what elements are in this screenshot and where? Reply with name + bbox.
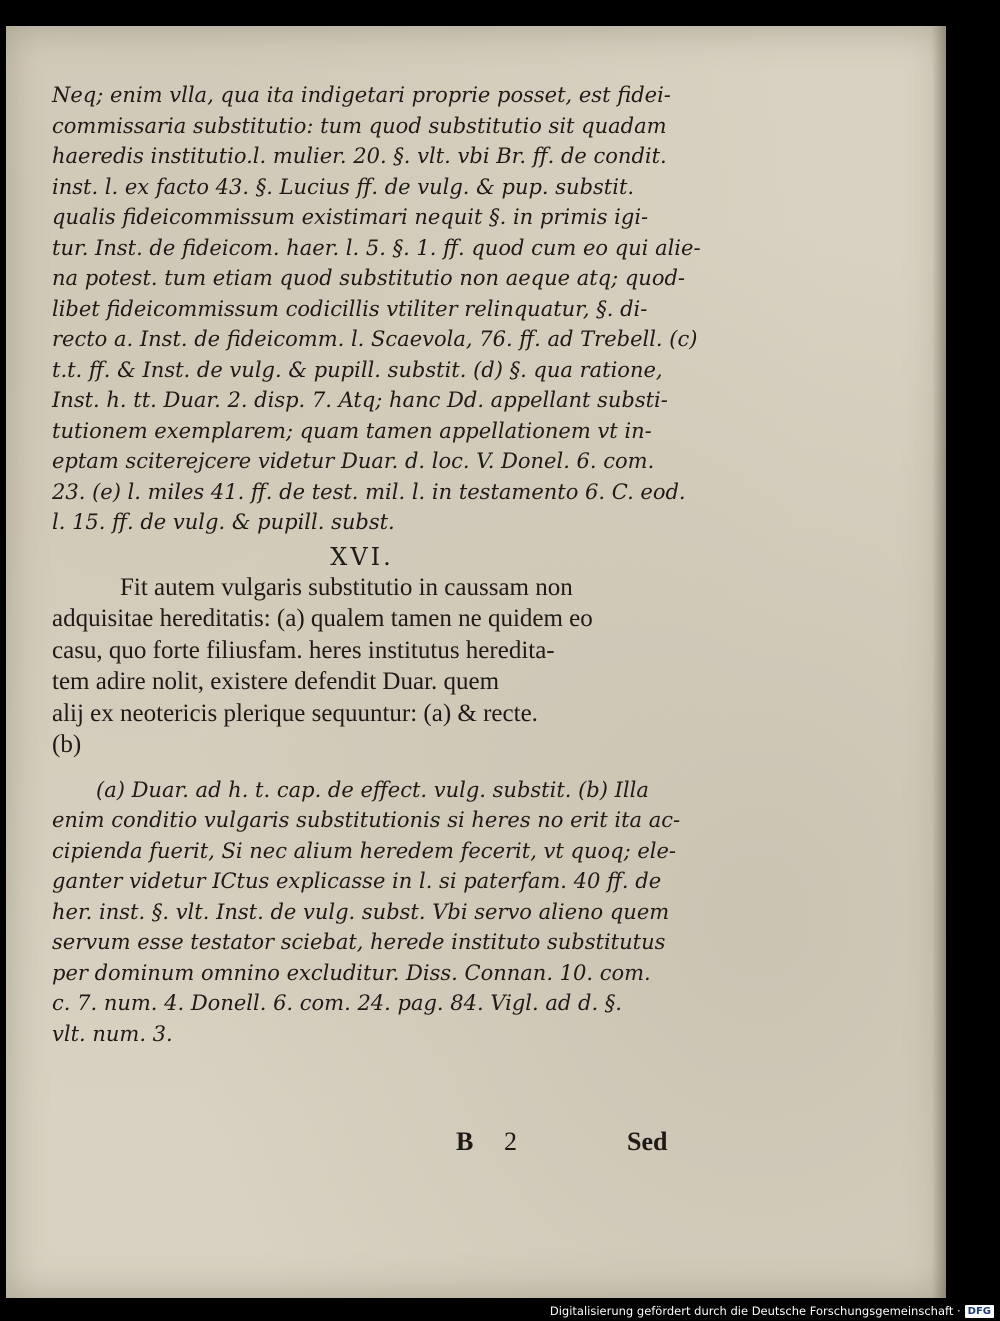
body-line: casu, quo forte filiusfam. heres institutus heredita- xyxy=(52,636,555,664)
footnote-line: (a) Duar. ad h. t. cap. de effect. vulg. substit. (b) Illa xyxy=(96,777,649,802)
body-line: (b) xyxy=(52,731,82,758)
footnote-line: tur. Inst. de fideicom. haer. l. 5. §. 1. ff. quod cum eo qui alie- xyxy=(52,235,701,260)
footnote-line: t.t. ff. & Inst. de vulg. & pupill. substit. (d) §. qua ratione, xyxy=(52,357,663,382)
footnote-line: per dominum omnino excluditur. Diss. Connan. 10. com. xyxy=(52,960,651,985)
footnote-line: recto a. Inst. de fideicomm. l. Scaevola, 76. ff. ad Trebell. (c) xyxy=(52,327,698,351)
footnote-line: haeredis institutio.l. mulier. 20. §. vlt. vbi Br. ff. de condit. xyxy=(52,144,667,168)
catchword: Sed xyxy=(627,1127,668,1156)
body-line: tem adire nolit, existere defendit Duar. quem xyxy=(52,668,500,695)
body-line: adquisitae hereditatis: (a) qualem tamen ne quidem eo xyxy=(52,605,593,632)
footnote-line: l. 15. ff. de vulg. & pupill. subst. xyxy=(52,510,395,534)
dfg-logo: DFG xyxy=(965,1305,994,1318)
signature-mark: B xyxy=(456,1127,474,1156)
footnote-line: commissaria substitutio: tum quod substitutio sit quadam xyxy=(52,113,667,138)
footnotes-bottom xyxy=(52,775,681,1050)
footnote-line: c. 7. num. 4. Donell. 6. com. 24. pag. 84. Vigl. ad d. §. xyxy=(52,991,622,1015)
footnote-line: cipienda fuerit, Si nec alium heredem fecerit, vt quoq; ele- xyxy=(52,838,676,863)
credit-text: Digitalisierung gefördert durch die Deutsche Forschungsgemeinschaft · xyxy=(549,1304,961,1318)
footnote-line: inst. l. ex facto 43. §. Lucius ff. de vulg. & pup. substit. xyxy=(52,174,635,199)
page-footer xyxy=(52,1127,668,1161)
footnote-line: Neq; enim vlla, qua ita indigetari proprie posset, est fidei- xyxy=(52,83,671,107)
footnote-line: eptam sciterejcere videtur Duar. d. loc. V. Donel. 6. com. xyxy=(52,449,655,473)
page-edge-shadow xyxy=(932,26,946,1298)
footnote-line: Inst. h. tt. Duar. 2. disp. 7. Atq; hanc Dd. appellant substi- xyxy=(52,388,668,412)
footnote-line: 23. (e) l. miles 41. ff. de test. mil. l. in testamento 6. C. eod. xyxy=(52,479,686,504)
footnote-line: na potest. tum etiam quod substitutio non aeque atq; quod- xyxy=(52,266,686,290)
footnote-line: her. inst. §. vlt. Inst. de vulg. subst. Vbi servo alieno quem xyxy=(52,899,670,924)
body-line: alij ex neotericis plerique sequuntur: (a) & recte. xyxy=(52,699,538,727)
footnote-line: servum esse testator sciebat, herede instituto substitutus xyxy=(52,930,666,954)
text-block xyxy=(52,80,701,1049)
footnotes-top xyxy=(52,80,701,538)
section-heading: XVI. xyxy=(330,542,394,571)
footnote-line: libet fideicommissum codicillis vtiliter relinquatur, §. di- xyxy=(52,296,648,321)
footnote-line: tutionem exemplarem; quam tamen appellationem vt in- xyxy=(52,418,652,443)
footnote-line: enim conditio vulgaris substitutionis si heres no erit ita ac- xyxy=(52,808,681,832)
footnote-line: qualis fideicommissum existimari nequit §. in primis igi- xyxy=(52,205,649,229)
body-line: Fit autem vulgaris substitutio in caussam non xyxy=(120,573,573,601)
footnote-line: vlt. num. 3. xyxy=(52,1021,173,1046)
signature-number: 2 xyxy=(504,1127,517,1156)
digitization-credit xyxy=(550,1304,994,1318)
footnote-line: ganter videtur ICtus explicasse in l. si paterfam. 40 ff. de xyxy=(52,869,662,893)
body-paragraph xyxy=(52,572,672,761)
